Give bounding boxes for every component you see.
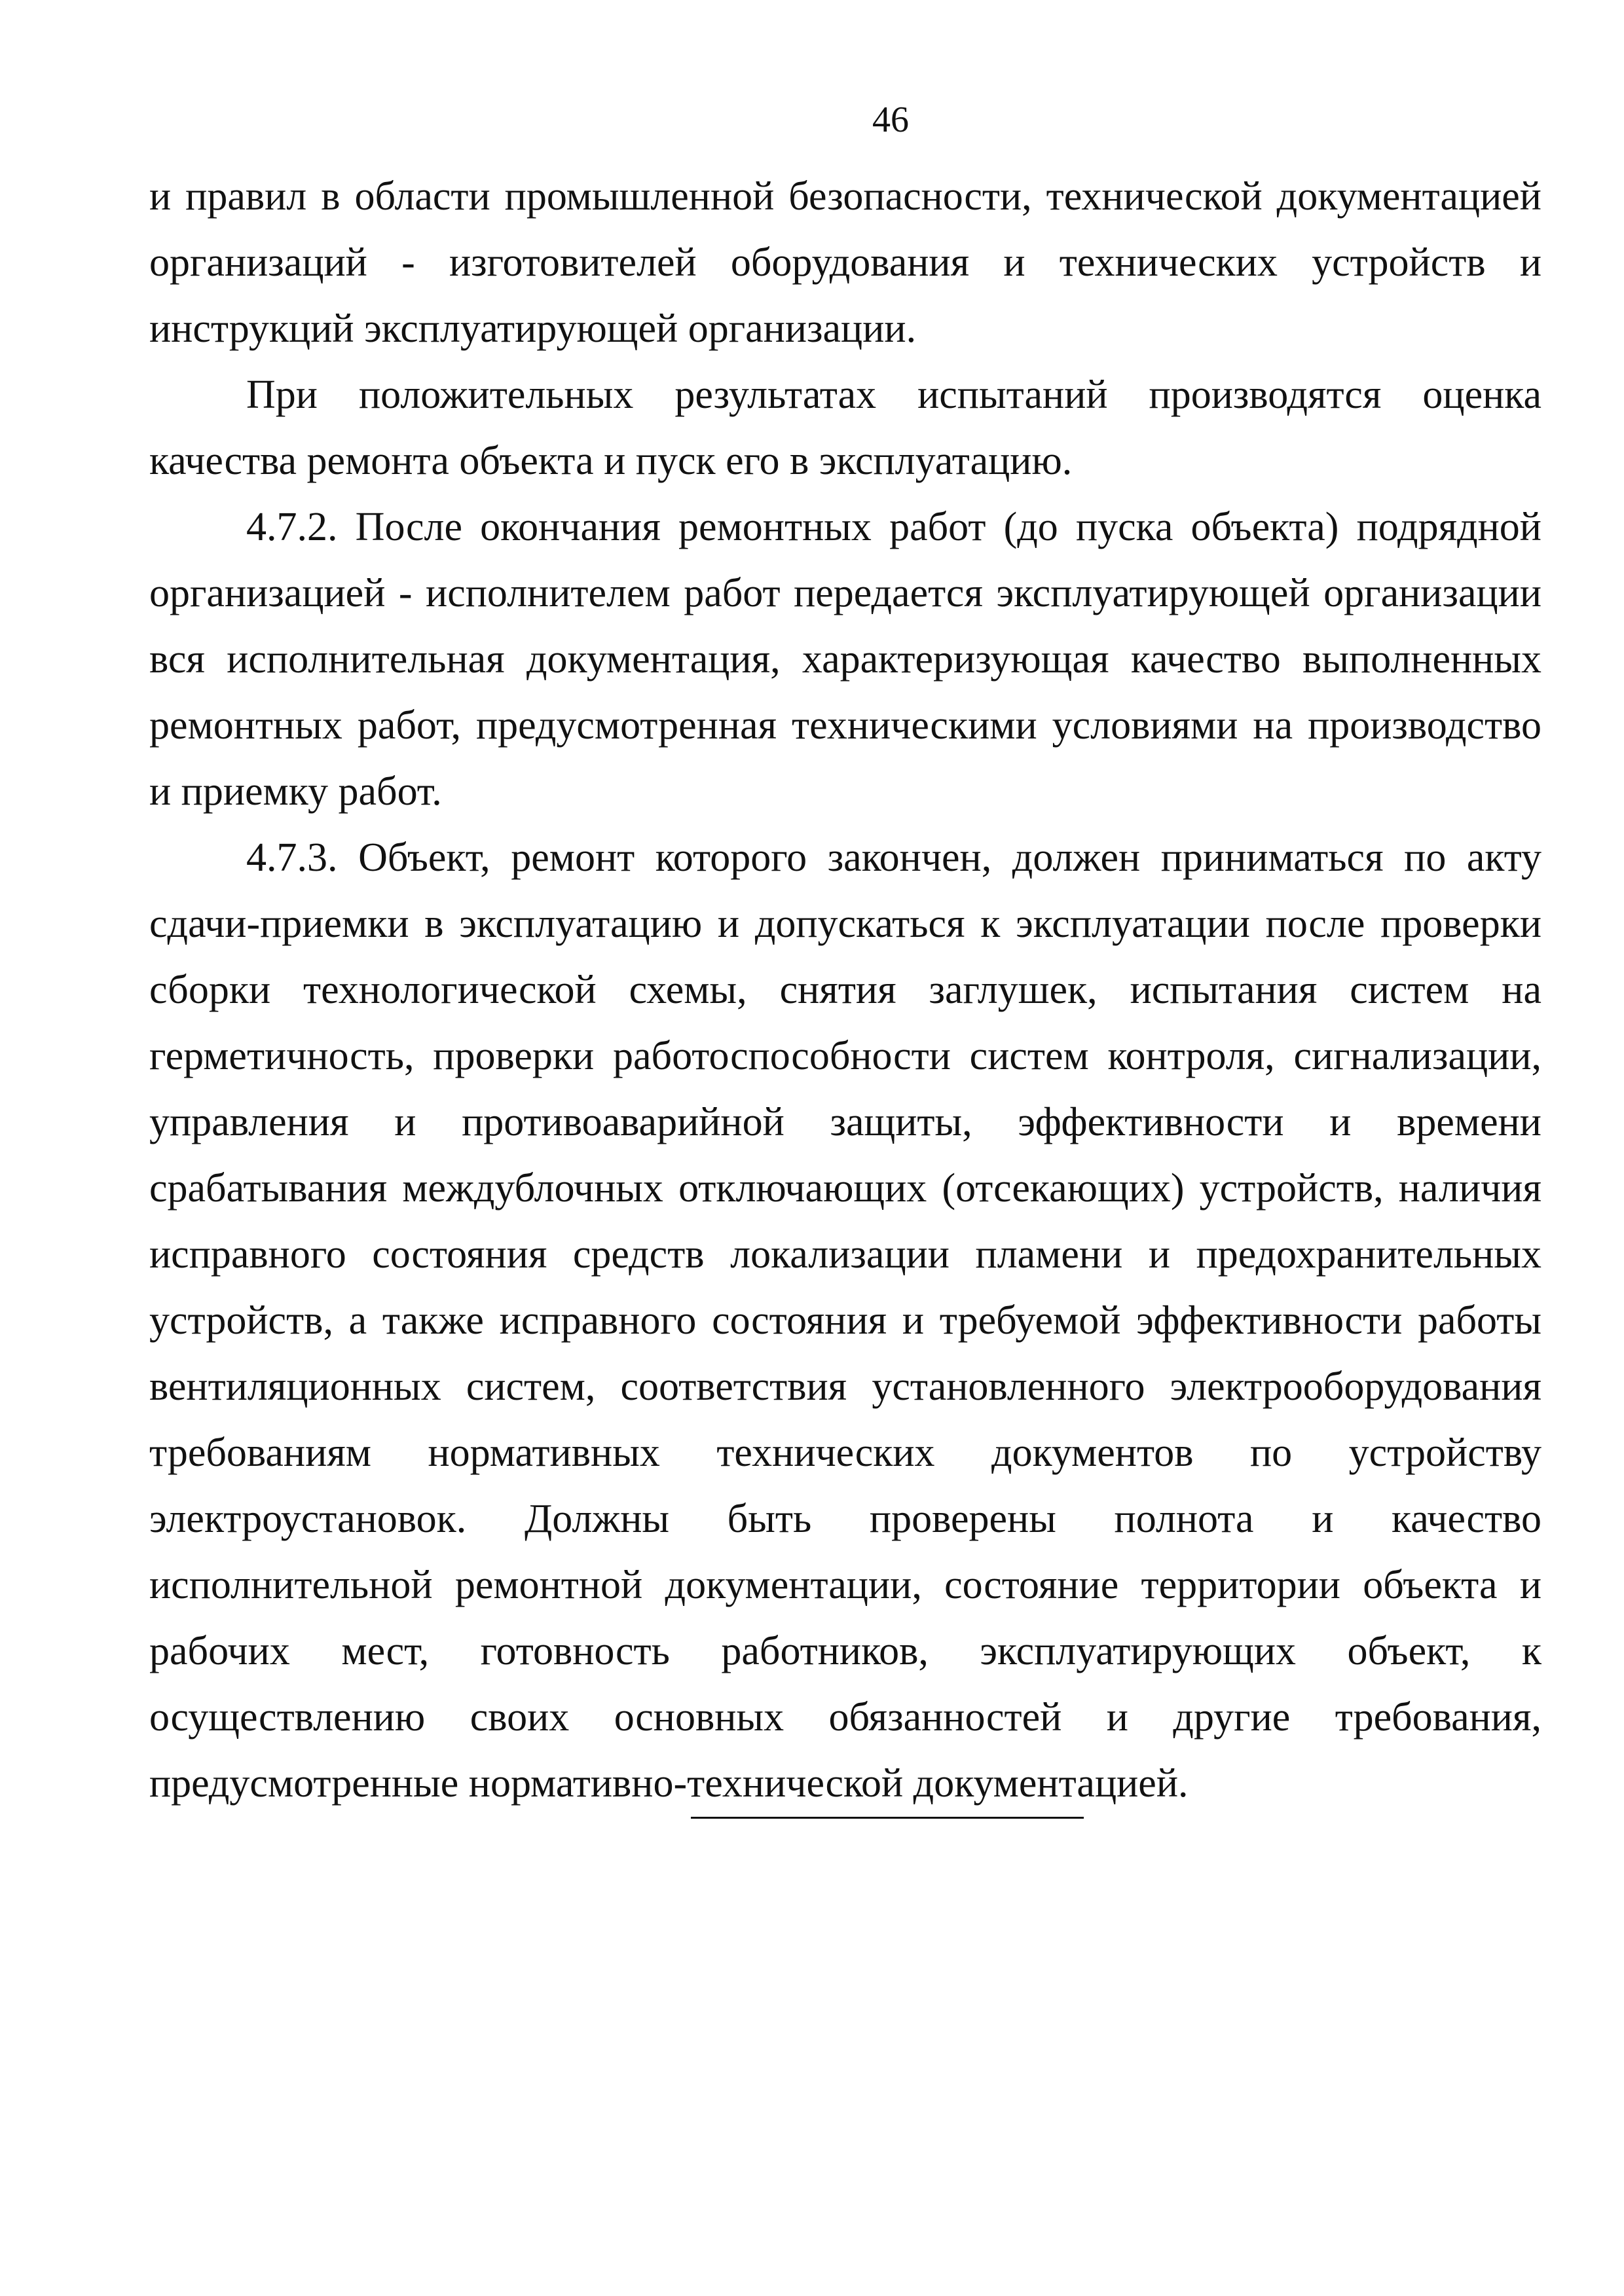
document-body xyxy=(149,164,1541,1817)
paragraph-4-7-3: 4.7.3. Объект, ремонт которого закончен, должен приниматься по акту сдачи-приемки в эксплуатацию и допускаться к эксплуатации после проверки сборки технологической схемы, снятия заглушек, испытания систем на герметичность, проверки работоспособности систем контроля, сигнализации, управления и противоаварийной защиты, эффективности и времени срабатывания междублочных отключающих (отсекающих) устройств, наличия исправного состояния средств локализации пламени и предохранительных устройств, а также исправного состояния и требуемой эффективности работы вентиляционных систем, соответствия установленного электрооборудования требованиям нормативных технических документов по устройству электроустановок. Должны быть проверены полнота и качество исполнительной ремонтной документации, состояние территории объекта и рабочих мест, готовность работников, эксплуатирующих объект, к осуществлению своих основных обязанностей и другие требования, предусмотренные нормативно-технической документацией. xyxy=(149,835,1541,1806)
page-number: 46 xyxy=(872,100,909,140)
paragraph-test-results: При положительных результатах испытаний производятся оценка качества ремонта объекта и пуск его в эксплуатацию. xyxy=(149,373,1541,483)
paragraph-continuation: и правил в области промышленной безопасности, технической документацией организаций - изготовителей оборудования и технических устройств и инструкций эксплуатирующей организации. xyxy=(149,174,1541,351)
end-of-section-divider xyxy=(691,1817,1084,1819)
paragraph-4-7-2: 4.7.2. После окончания ремонтных работ (до пуска объекта) подрядной организацией - исполнителем работ передается эксплуатирующей организации вся исполнительная документация, характеризующая качество выполненных ремонтных работ, предусмотренная техническими условиями на производство и приемку работ. xyxy=(149,505,1541,814)
